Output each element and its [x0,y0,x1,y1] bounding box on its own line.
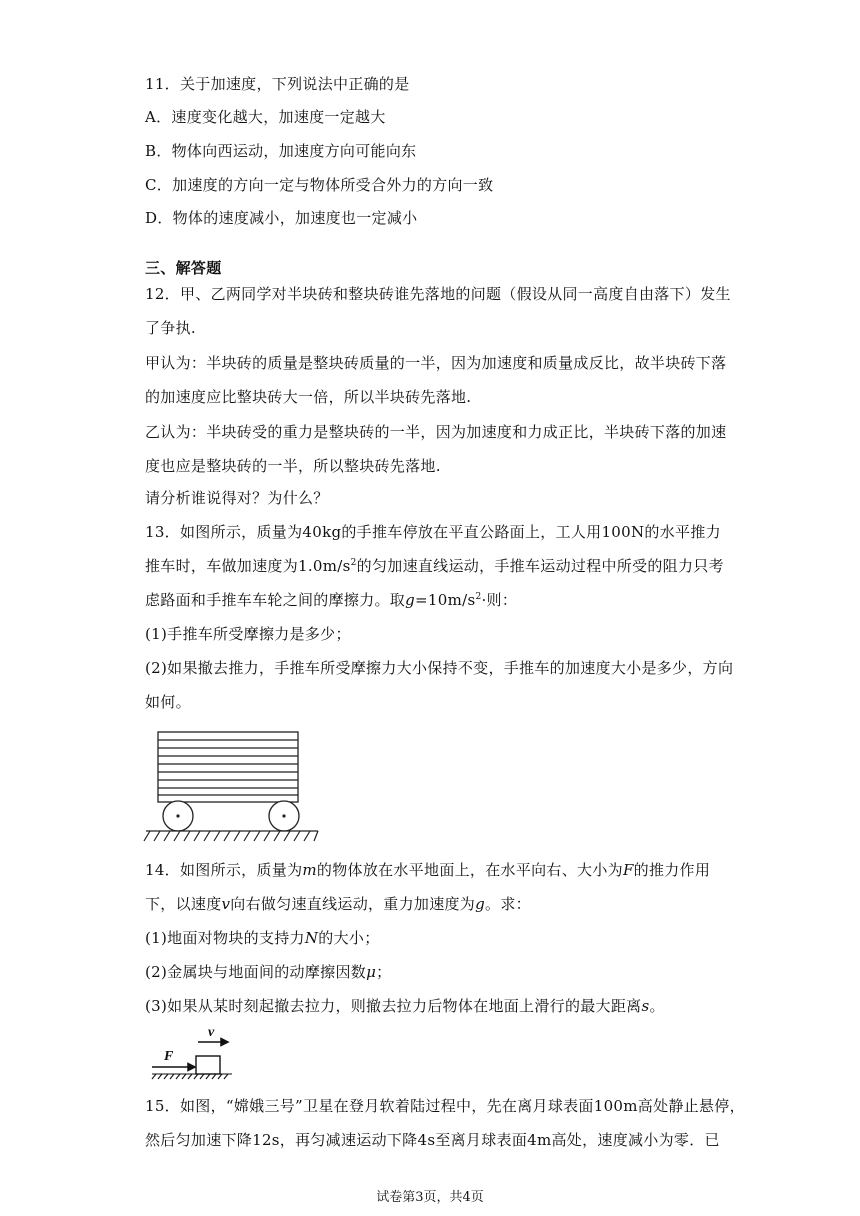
section-heading: 三、解答题 [145,259,222,277]
cart-wheel-left [163,801,193,831]
q13-line-3: 虑路面和手推车车轮之间的摩擦力。取$g=10m/s^2\cdot$则： [145,591,518,609]
block-figure [148,1022,244,1082]
q15-line-1: 15．如图，“嫦娥三号”卫星在登月软着陆过程中，先在离月球表面100m高处静止悬停， [145,1097,745,1115]
q12-line-3: 甲认为：半块砖的质量是整块砖质量的一半，因为加速度和质量成反比，故半块砖下落 [145,354,727,372]
q11-option-c: C．加速度的方向一定与物体所受合外力的方向一致 [145,176,494,194]
q14-line-1: 14．如图所示，质量为m的物体放在水平地面上，在水平向右、大小为F的推力作用 [145,861,711,879]
force-label: F [164,1049,174,1064]
q12-line-4: 的加速度应比整块砖大一倍，所以半块砖先落地. [145,388,472,406]
q13-sub-1: (1)手推车所受摩擦力是多少； [145,625,351,643]
q11-option-b: B．物体向西运动，加速度方向可能向东 [145,142,417,160]
q13-line-1: 13．如图所示，质量为40kg的手推车停放在平直公路面上，工人用100N的水平推力 [145,523,721,541]
ground-hatch [152,1074,232,1079]
q12-line-5: 乙认为：半块砖受的重力是整块砖的一半，因为加速度和力成正比，半块砖下落的加速 [145,423,727,441]
q12-line-1: 12．甲、乙两同学对半块砖和整块砖谁先落地的问题（假设从同一高度自由落下）发生 [145,285,731,303]
cart-figure [142,728,322,846]
q14-sub-3: (3)如果从某时刻起撤去拉力，则撤去拉力后物体在地面上滑行的最大距离s。 [145,997,665,1015]
block [196,1056,220,1074]
q13-sub-2: (2)如果撤去推力，手推车所受摩擦力大小保持不变，手推车的加速度大小是多少，方向 [145,659,734,677]
q14-line-2: 下，以速度v向右做匀速直线运动，重力加速度为g。求： [145,895,531,913]
q12-line-7: 请分析谁说得对？为什么？ [145,489,329,507]
q13-sub-2-cont: 如何。 [145,693,191,711]
force-arrow [152,1064,195,1071]
q15-line-2: 然后匀加速下降12s，再匀减速运动下降4s至离月球表面4m高处，速度减小为零．已 [145,1131,720,1149]
q11-option-d: D．物体的速度减小，加速度也一定减小 [145,209,418,227]
q11-stem: 11．关于加速度，下列说法中正确的是 [145,75,410,93]
q14-sub-1: (1)地面对物块的支持力N的大小； [145,929,380,947]
q12-line-2: 了争执. [145,319,196,337]
q12-line-6: 度也应是整块砖的一半，所以整块砖先落地. [145,457,441,475]
page-footer: 试卷第3页，共4页 [376,1190,484,1205]
cart-wheel-right [269,801,299,831]
ground-hatch [144,831,318,841]
q14-sub-2: (2)金属块与地面间的动摩擦因数μ； [145,963,392,981]
q13-line-2: 推车时，车做加速度为$1.0m/s^2$的匀加速直线运动，手推车运动过程中所受的阻力只考 [145,557,724,575]
cart-box [158,732,298,802]
velocity-label: v [208,1025,215,1040]
q11-option-a: A．速度变化越大，加速度一定越大 [145,108,386,126]
